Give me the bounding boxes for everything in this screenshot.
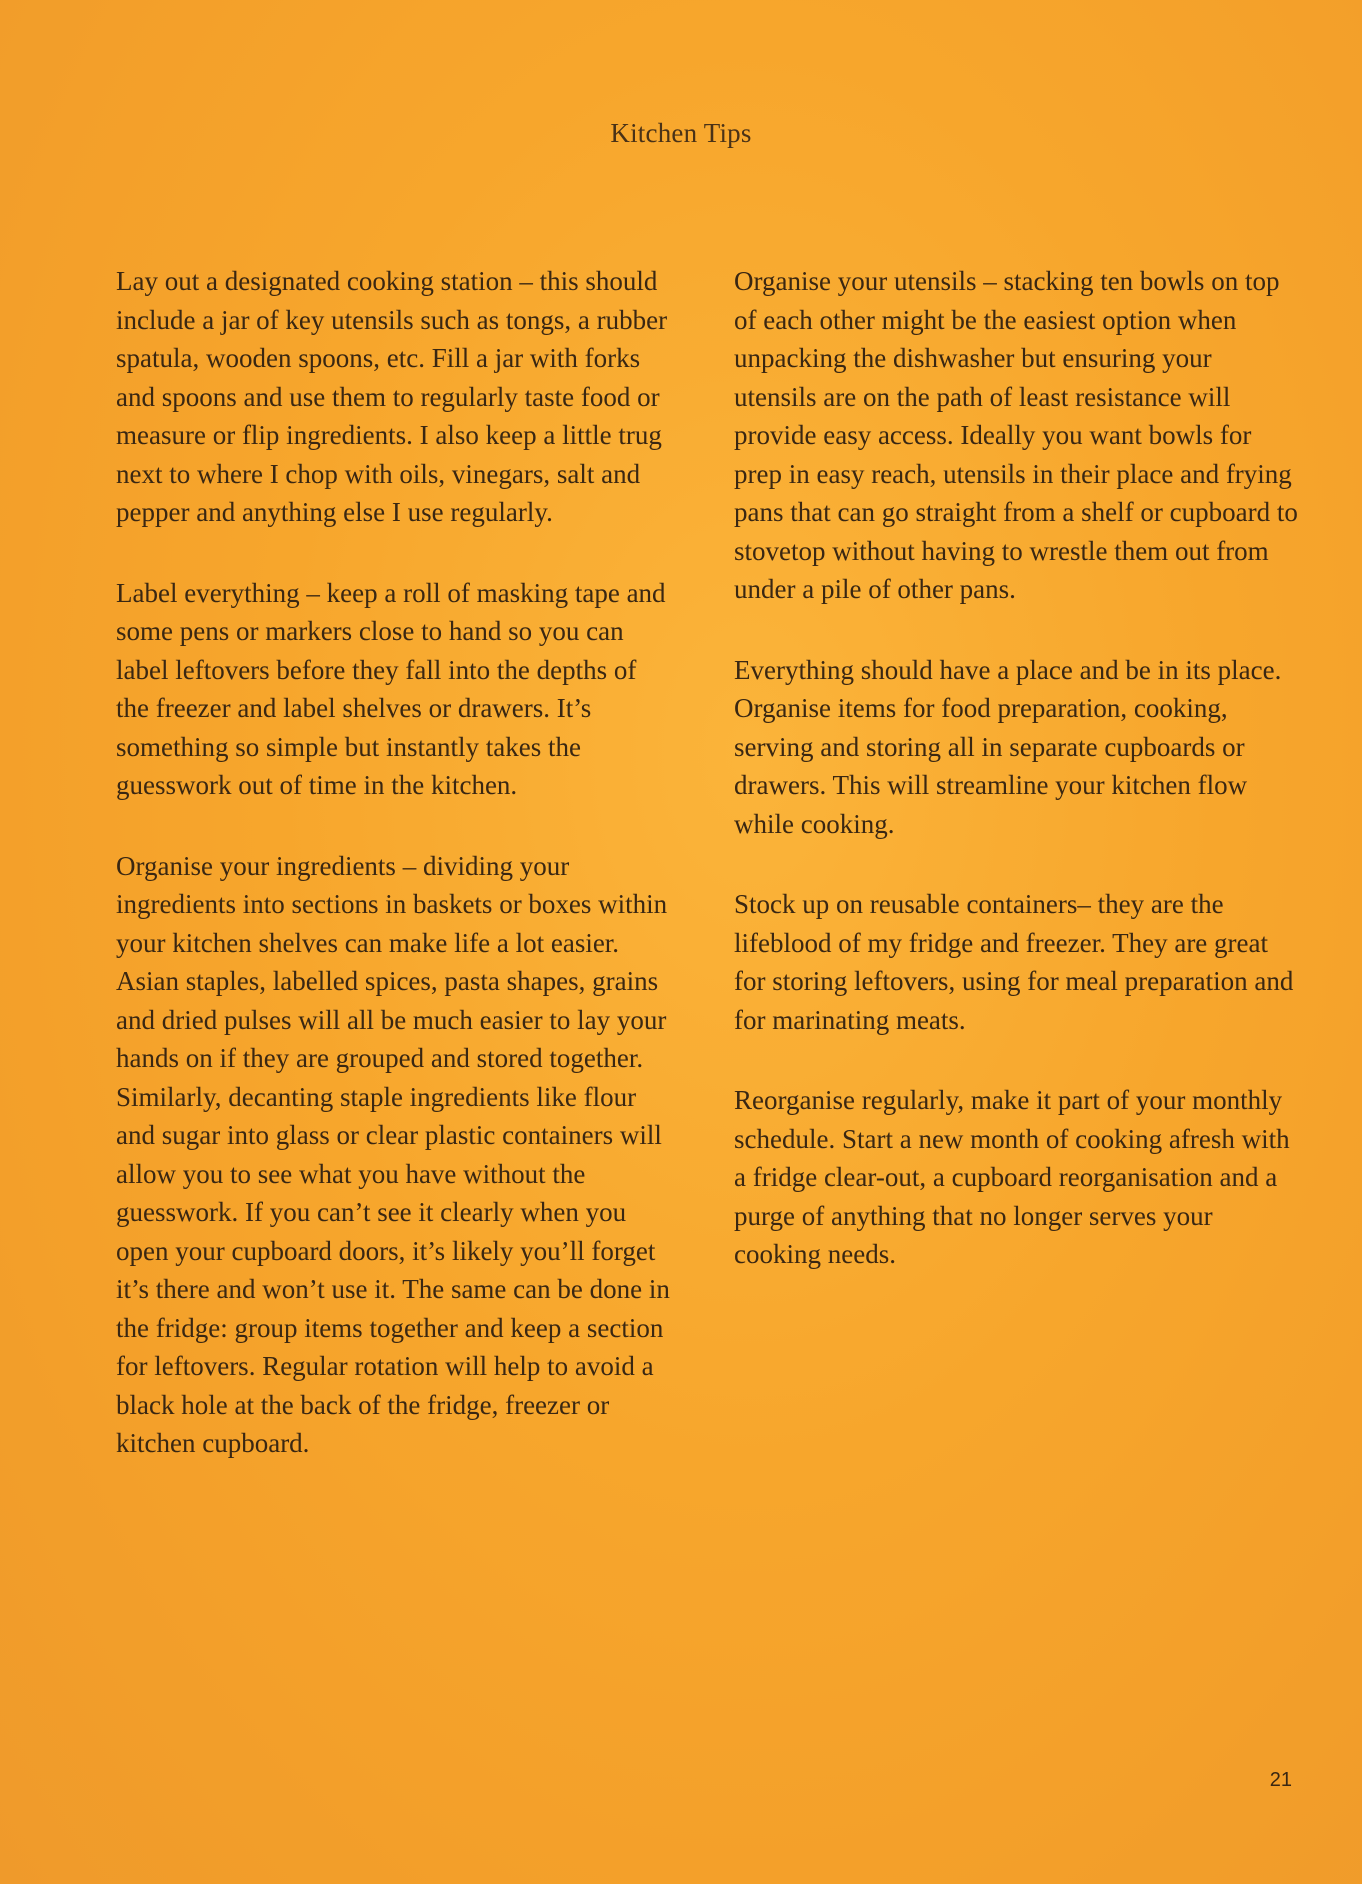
right-column	[734, 262, 1300, 1316]
tip-reusable-containers: Stock up on reusable containers– they are the lifeblood of my fridge and freezer. They are great for storing leftovers, using for meal preparation and for marinating meats.	[734, 889, 1294, 1035]
tip-everything-in-place: Everything should have a place and be in its place. Organise items for food preparation, cooking, serving and storing all in separate cupboards or drawers. This will streamline your kitchen flow while cooking.	[734, 654, 1282, 839]
tip-organise-utensils: Organise your utensils – stacking ten bowls on top of each other might be the easiest option when unpacking the dishwasher but ensuring your utensils are on the path of least resistance will provide easy access. Ideally you want bowls for prep in easy reach, utensils in their place and frying pans that can go straight from a shelf or cupboard to stovetop without having to wrestle them out from under a pile of other pans.	[734, 266, 1298, 604]
page-header: Kitchen Tips	[610, 118, 752, 148]
tip-reorganise-regularly: Reorganise regularly, make it part of your monthly schedule. Start a new month of cooking afresh with a fridge clear-out, a cupboard reorganisation and a purge of anything that no longer serves your cooking needs.	[734, 1085, 1290, 1269]
left-column	[116, 262, 676, 1505]
tip-label-everything: Label everything – keep a roll of masking tape and some pens or markers close to hand so you can label leftovers before they fall into the depths of the freezer and label shelves or drawers. It’s something so simple but instantly takes the guesswork out of time in the kitchen.	[116, 577, 666, 800]
tip-cooking-station: Lay out a designated cooking station – this should include a jar of key utensils such as tongs, a rubber spatula, wooden spoons, etc. Fill a jar with forks and spoons and use them to regularly taste food or measure or flip ingredients. I also keep a little trug next to where I chop with oils, vinegars, salt and pepper and anything else I use regularly.	[116, 266, 668, 527]
page-number: 21	[1269, 1769, 1292, 1791]
tip-organise-ingredients: Organise your ingredients – dividing your ingredients into sections in baskets or boxes within your kitchen shelves can make life a lot easier. Asian staples, labelled spices, pasta shapes, grains and dried pulses will all be much easier to lay your hands on if they are grouped and stored together. Similarly, decanting staple ingredients like flour and sugar into glass or clear plastic containers will allow you to see what you have without the guesswork. If you can’t see it clearly when you open your cupboard doors, it’s likely you’ll forget it’s there and won’t use it. The same can be done in the fridge: group items together and keep a section for leftovers. Regular rotation will help to avoid a black hole at the back of the fridge, freezer or kitchen cupboard.	[116, 850, 670, 1458]
